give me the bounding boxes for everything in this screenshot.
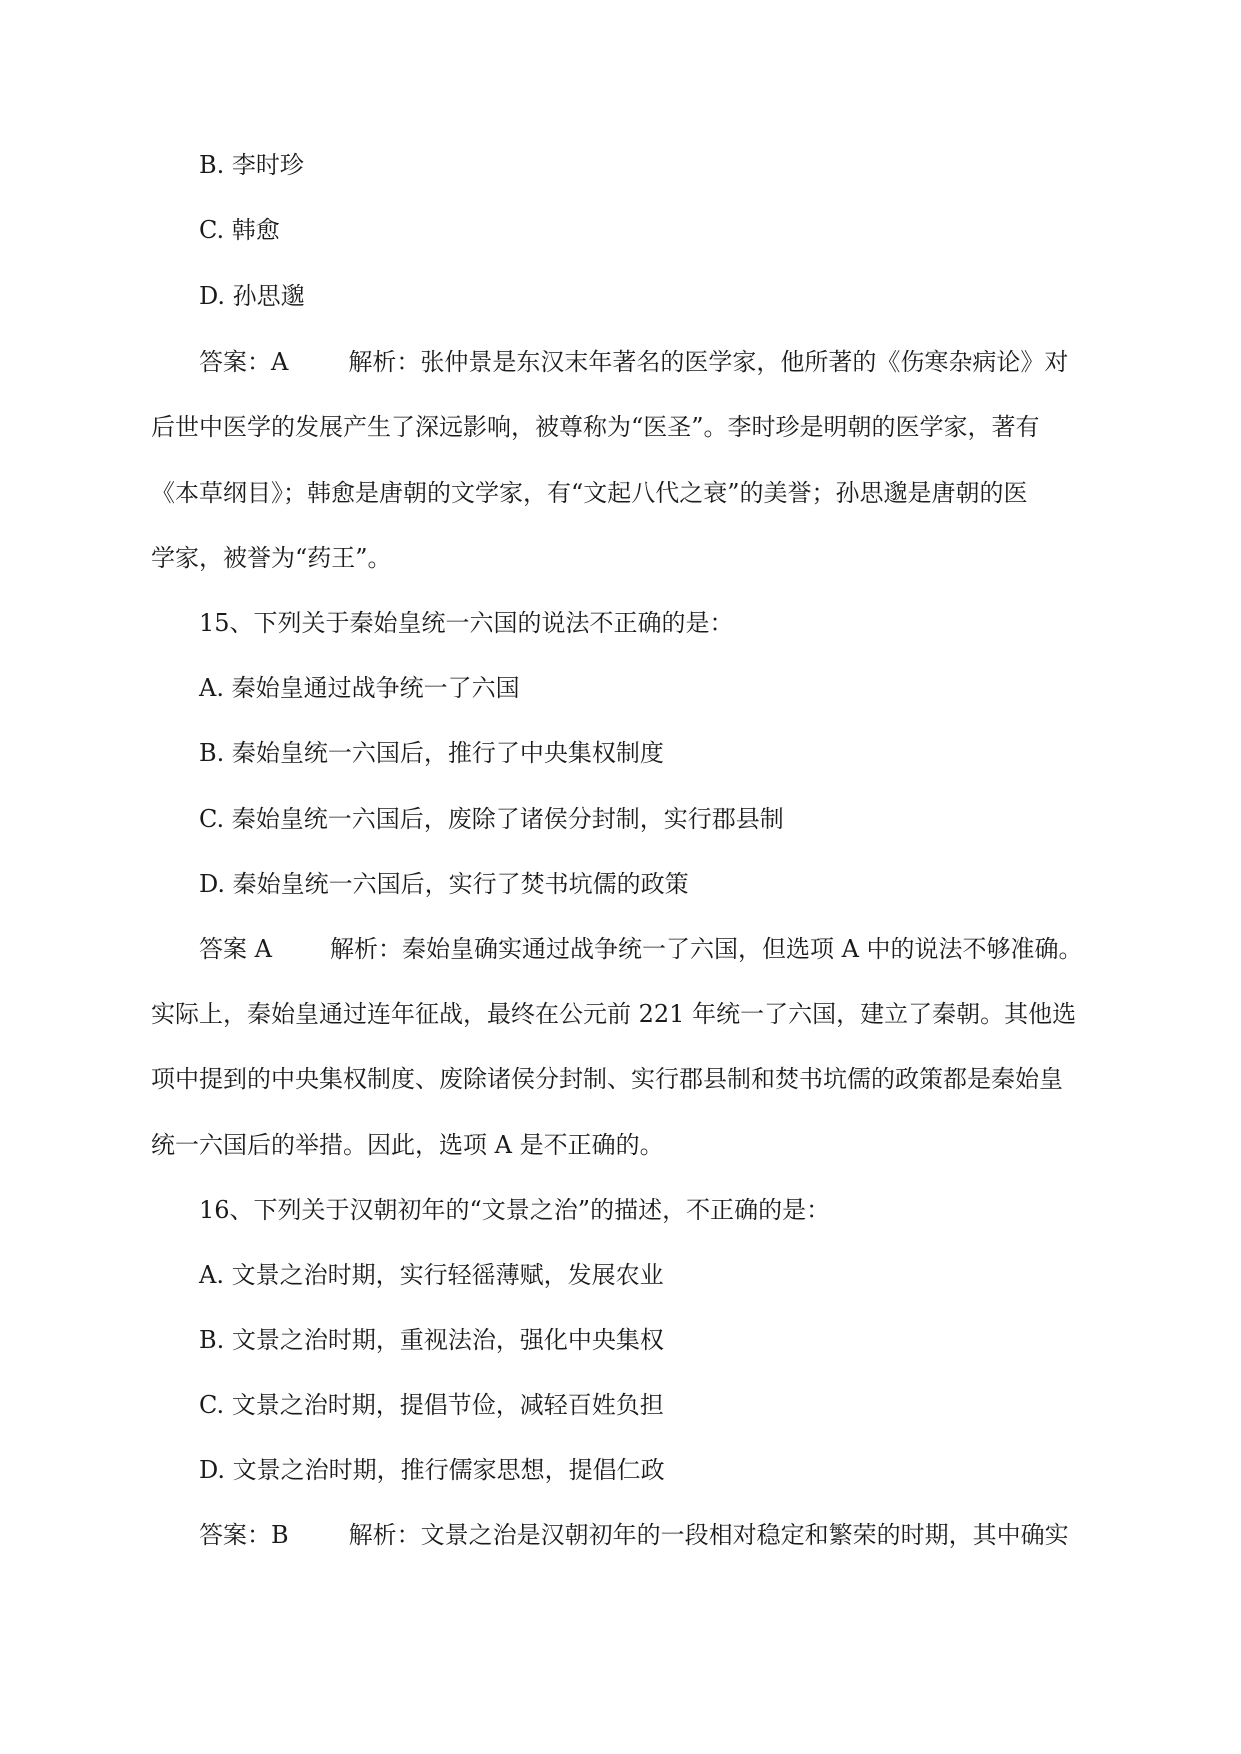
q15-option-a: A. 秦始皇通过战争统一了六国 (199, 674, 520, 702)
q16-answer: 答案：B (199, 1521, 289, 1549)
q15-analysis-line-3: 项中提到的中央集权制度、废除诸侯分封制、实行郡县制和焚书坑儒的政策都是秦始皇 (151, 1065, 1063, 1093)
q15-option-b: B. 秦始皇统一六国后，推行了中央集权制度 (199, 739, 664, 767)
q14-option-c: C. 韩愈 (199, 216, 280, 244)
q15-analysis-line-4: 统一六国后的举措。因此，选项 A 是不正确的。 (151, 1131, 664, 1159)
q16-analysis-line-1: 解析：文景之治是汉朝初年的一段相对稳定和繁荣的时期，其中确实 (348, 1521, 1069, 1549)
q14-analysis-line-2: 后世中医学的发展产生了深远影响，被尊称为“医圣”。李时珍是明朝的医学家，著有 (151, 413, 1040, 441)
q14-analysis-line-4: 学家，被誉为“药王”。 (151, 544, 392, 572)
q16-question: 16、下列关于汉朝初年的“文景之治”的描述，不正确的是： (199, 1196, 831, 1224)
q15-analysis-line-2: 实际上，秦始皇通过连年征战，最终在公元前 221 年统一了六国，建立了秦朝。其他选 (151, 1000, 1077, 1028)
q16-option-d: D. 文景之治时期，推行儒家思想，提倡仁政 (199, 1456, 665, 1484)
q14-analysis-line-1: 解析：张仲景是东汉末年著名的医学家，他所著的《伤寒杂病论》对 (348, 348, 1069, 376)
q15-question: 15、下列关于秦始皇统一六国的说法不正确的是： (199, 609, 734, 637)
q15-option-c: C. 秦始皇统一六国后，废除了诸侯分封制，实行郡县制 (199, 805, 784, 833)
q15-answer-line (199, 934, 1083, 964)
q15-analysis-line-1: 解析：秦始皇确实通过战争统一了六国，但选项 A 中的说法不够准确。 (329, 935, 1083, 963)
q15-option-d: D. 秦始皇统一六国后，实行了焚书坑儒的政策 (199, 870, 689, 898)
q14-option-d: D. 孙思邈 (199, 282, 305, 310)
q15-answer: 答案 A (199, 935, 272, 963)
q14-option-b: B. 李时珍 (199, 151, 304, 179)
q14-answer: 答案：A (199, 348, 289, 376)
q16-option-c: C. 文景之治时期，提倡节俭，减轻百姓负担 (199, 1391, 664, 1419)
q16-answer-line (199, 1520, 1069, 1550)
q14-answer-line (199, 347, 1068, 377)
q14-analysis-line-3: 《本草纲目》；韩愈是唐朝的文学家，有“文起八代之衰”的美誉；孙思邈是唐朝的医 (151, 479, 1028, 507)
q16-option-a: A. 文景之治时期，实行轻徭薄赋，发展农业 (199, 1261, 664, 1289)
q16-option-b: B. 文景之治时期，重视法治，强化中央集权 (199, 1326, 664, 1354)
